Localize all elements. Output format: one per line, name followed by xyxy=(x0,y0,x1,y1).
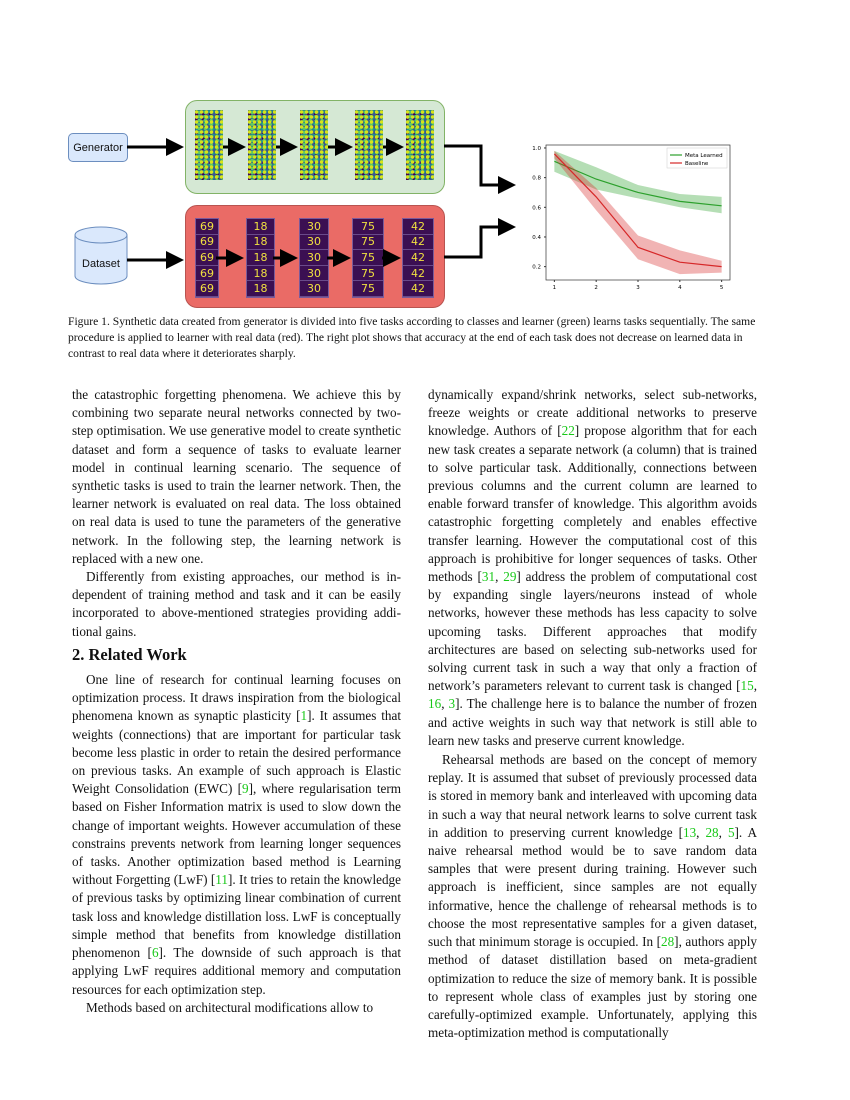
text-run: ] propose algorithm that for each new task creates a separate network (a column) that is trained to solve particular task. Additionally, connections between previous columns and the current column are learned to enable forward transfer of knowledge. This algorithm avoids catastrophic forgetting completely and enables effective transfer learning. However the computational cost of this approach is prohibitive for longer sequences of tasks. Other methods [ xyxy=(428,423,757,585)
y-tick-label: 0.4 xyxy=(532,234,541,241)
digit-row: 30 xyxy=(300,235,328,251)
digit-row: 42 xyxy=(403,266,433,282)
text-run: , xyxy=(696,824,706,840)
section-heading: 2. Related Work xyxy=(72,644,187,664)
citation-link[interactable]: 11 xyxy=(215,872,228,888)
digit-row: 30 xyxy=(300,219,328,235)
digit-row: 42 xyxy=(403,235,433,251)
x-tick-label: 3 xyxy=(636,285,640,291)
text-run: , xyxy=(718,824,728,840)
right-column xyxy=(428,386,757,1042)
digit-row: 69 xyxy=(196,235,218,251)
y-tick-label: 0.8 xyxy=(532,175,541,182)
citation-link[interactable]: 22 xyxy=(561,423,575,439)
digit-row: 75 xyxy=(353,235,383,251)
digit-row: 18 xyxy=(247,250,274,266)
digit-row: 69 xyxy=(196,219,218,235)
text-run: ] address the problem of computational cost by expanding single layers/neurons instead of whole networks, however these methods has less capacity to solve upcoming tasks. Different approaches that modify architectures are based on selecting sub-networks used for solving current task in such a way that only a fraction of network’s parameters relevant to current task is changed [ xyxy=(428,569,757,694)
digit-row: 75 xyxy=(353,250,383,266)
accuracy-chart xyxy=(520,135,750,295)
y-tick-label: 1.0 xyxy=(532,145,541,152)
paragraph xyxy=(72,568,401,641)
paragraph xyxy=(72,386,401,568)
citation-link[interactable]: 3 xyxy=(448,696,456,712)
citation-link[interactable]: 28 xyxy=(660,934,675,950)
digit-row: 42 xyxy=(403,281,433,297)
figure-caption: Figure 1. Synthetic data created from generator is divided into five tasks according to classes and learner (green) learns tasks sequentially. The same procedure is applied to learner with real data (red). The right plot shows that accuracy at the end of each task does not decrease on learned data in contrast to real data where it deteriorates sharply. xyxy=(68,315,756,360)
y-tick-label: 0.6 xyxy=(532,205,541,212)
text-run: , xyxy=(753,678,757,694)
citation-link[interactable]: 5 xyxy=(727,824,735,840)
digit-row: 18 xyxy=(247,235,274,251)
text-run: ]. The downside of such approach is that applying LwF requires additional memory and computation resources for each optimization step. xyxy=(72,945,401,997)
citation-link[interactable]: 13 xyxy=(682,824,697,840)
text-run: Differently from existing approaches, our method is independent of training method and task and it can be easily incorporated to above-mentioned strategies providing additional gains. xyxy=(72,569,401,639)
digit-row: 75 xyxy=(353,266,383,282)
paragraph xyxy=(72,999,401,1017)
flow-arrows xyxy=(0,0,540,320)
text-run: ]. It tries to retain the knowledge of previous tasks by optimizing linear combination of current task loss and knowledge distillation loss. LwF is conceptually simple method that benefits from knowledge distillation phenomenon [ xyxy=(72,872,402,961)
citation-link[interactable]: 16 xyxy=(428,696,442,712)
text-run: , xyxy=(495,569,504,585)
digit-row: 30 xyxy=(300,250,328,266)
x-tick-label: 5 xyxy=(719,285,724,291)
digit-row: 18 xyxy=(247,281,274,297)
text-run: One line of research for continual learning focuses on optimization process. It draws inspiration from the biological phenomena known as synaptic plasticity [ xyxy=(72,672,401,724)
citation-link[interactable]: 28 xyxy=(705,824,719,840)
digit-row: 18 xyxy=(247,266,274,282)
digit-row: 69 xyxy=(196,266,218,282)
y-tick-label: 0.2 xyxy=(532,264,541,271)
x-tick-label: 2 xyxy=(594,285,598,291)
text-run: ], where regularisation term based on Fisher Information matrix is used to slow down the change of important weights. However accumulation of these constrains prevents network from learning longer sequences of tasks. Another optimization based method is Learning without Forgetting (LwF) [ xyxy=(72,781,401,888)
digit-row: 69 xyxy=(196,281,218,297)
digit-row: 30 xyxy=(300,266,328,282)
citation-link[interactable]: 29 xyxy=(503,569,517,585)
citation-link[interactable]: 6 xyxy=(151,945,159,961)
paragraph xyxy=(72,671,401,999)
x-tick-label: 4 xyxy=(678,285,682,291)
dataset-label: Dataset xyxy=(82,258,120,270)
paragraph xyxy=(428,751,757,1042)
text-run: ]. The challenge here is to balance the number of frozen and active weights in such way that network is still able to learn new tasks and preserve current knowledge. xyxy=(428,696,758,748)
text-run: ]. It assumes that weights (connections) that are important for particular task become less plastic in order to retain the desired performance on previous tasks. An example of such approach is Elastic Weight Consolidation (EWC) [ xyxy=(72,708,401,797)
citation-link[interactable]: 31 xyxy=(481,569,496,585)
citation-link[interactable]: 15 xyxy=(740,678,754,694)
digit-row: 75 xyxy=(353,281,383,297)
text-run: ]. A naive rehearsal method would be to save random data samples that were present during training. However such approach is inefficient, since samples are not equally informative, hence the challenge of rehearsal methods is to choose the most representative samples for a given dataset, such that minimum storage is occupied. In [ xyxy=(428,824,758,950)
digit-row: 42 xyxy=(403,219,433,235)
text-run: dynamically expand/shrink networks, select sub-networks, freeze weights or create additional networks to preserve knowledge. Authors of [ xyxy=(428,387,757,439)
generator-node: Generator xyxy=(68,133,128,162)
digit-row: 30 xyxy=(300,281,328,297)
text-run: Rehearsal methods are based on the concept of memory replay. It is assumed that subset of previously processed data is stored in memory bank and interleaved with upcoming data in such a way that neural network learns to solve current task in addition to preserving current knowledge [ xyxy=(428,752,757,840)
legend-label: Meta Learned xyxy=(685,153,723,159)
text-run: ], authors apply method of dataset distillation based on meta-gradient optimization to reduce the size of memory bank. It is possible to represent whole class of examples just by storing one carefully-optimized example. Unfortunately, applying this meta-optimization method is computationally xyxy=(428,934,758,1041)
digit-row: 42 xyxy=(403,250,433,266)
text-run: the catastrophic forgetting phenomena. We achieve this by combining two separate neural networks connected by two-step optimisation. We use generative model to create synthetic dataset and form a sequence of tasks to evaluate learner model in continual learning scenario. The sequence of synthetic tasks is used to train the learner network. Then, the learner network is evaluated on real data. The loss obtained on real data is used to tune the parameters of the generative network. In the following step, the learning network is replaced with a new one. xyxy=(72,387,401,566)
text-run: , xyxy=(441,696,449,712)
digit-row: 75 xyxy=(353,219,383,235)
citation-link[interactable]: 9 xyxy=(242,781,249,797)
text-run: Methods based on architectural modifications allow to xyxy=(86,999,374,1015)
citation-link[interactable]: 1 xyxy=(300,708,308,724)
paragraph xyxy=(428,386,757,750)
digit-row: 69 xyxy=(196,250,218,266)
digit-row: 18 xyxy=(247,219,274,235)
legend-label: Baseline xyxy=(685,161,709,167)
x-tick-label: 1 xyxy=(552,285,557,291)
left-column xyxy=(72,386,401,1017)
